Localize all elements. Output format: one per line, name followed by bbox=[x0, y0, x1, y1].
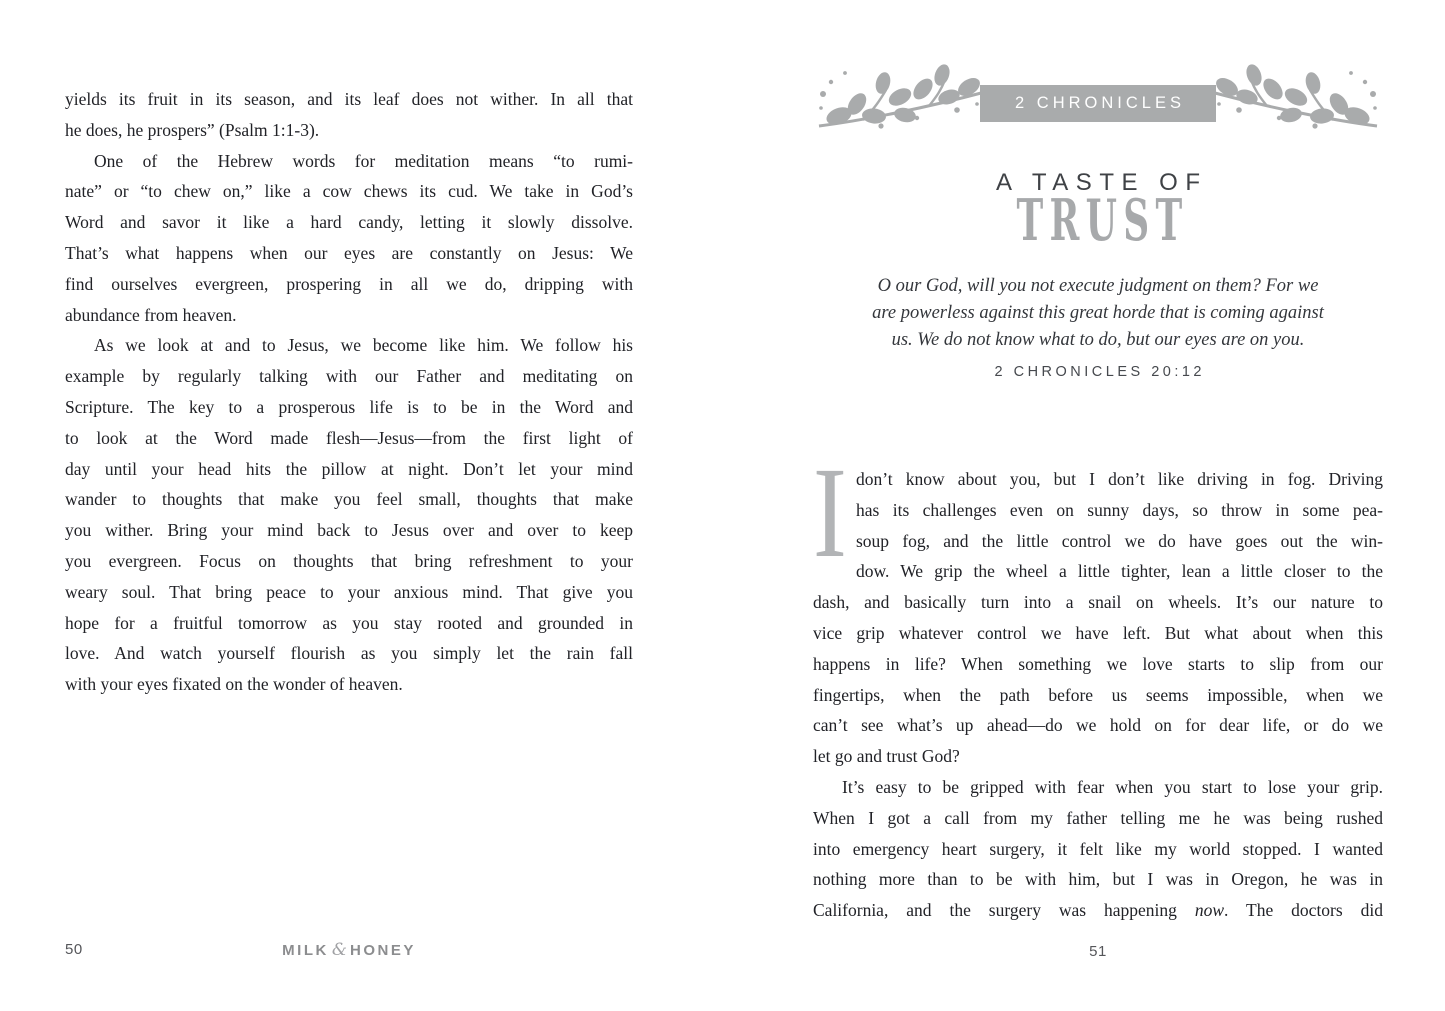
body-line: let go and trust God? bbox=[813, 746, 960, 767]
chapter-title-word-text: TRUST bbox=[1016, 187, 1190, 254]
brand-milk: MILK bbox=[282, 942, 329, 959]
chapter-title-word bbox=[813, 187, 1383, 254]
epigraph-reference bbox=[813, 363, 1383, 381]
body-line: find ourselves evergreen, prospering in all we do, dripping with bbox=[65, 273, 633, 294]
left-page-body bbox=[65, 84, 633, 700]
body-line: he does, he prospers” (Psalm 1:1-3). bbox=[65, 119, 320, 140]
chapter-banner bbox=[980, 85, 1216, 122]
body-line-text: California, and the surgery was happening bbox=[813, 900, 1195, 921]
body-line-italic: now bbox=[1194, 900, 1225, 921]
page-number-left: 50 bbox=[65, 941, 83, 958]
body-line: to look at the Word made flesh—Jesus—from the first light of bbox=[65, 427, 633, 448]
chapter-title-kicker-text: A TASTE OF bbox=[996, 169, 1208, 196]
body-line: happens in life? When something we love starts to slip from our bbox=[813, 653, 1383, 674]
body-line: That’s what happens when our eyes are constantly on Jesus: We bbox=[65, 242, 633, 263]
epigraph-line: us. We do not know what to do, but our eyes are on you. bbox=[891, 330, 1305, 350]
body-line bbox=[813, 895, 1383, 926]
body-line: can’t see what’s up ahead—do we hold on for dear life, or do we bbox=[813, 715, 1383, 736]
chapter-banner-label: 2 CHRONICLES bbox=[1015, 94, 1185, 112]
drop-cap: I bbox=[813, 441, 847, 585]
body-line: It’s easy to be gripped with fear when you start to lose your grip. bbox=[842, 776, 1383, 797]
body-line: yields its fruit in its season, and its leaf does not wither. In all that bbox=[65, 89, 633, 109]
body-line: One of the Hebrew words for meditation means “to rumi- bbox=[94, 150, 633, 171]
body-line: you wither. Bring your mind back to Jesus over and over to keep bbox=[65, 520, 633, 541]
body-line: abundance from heaven. bbox=[65, 304, 237, 325]
epigraph-line: O our God, will you not execute judgment on them? For we bbox=[877, 276, 1319, 296]
body-line: wander to thoughts that make you feel small, thoughts that make bbox=[65, 489, 633, 510]
page-number-right: 51 bbox=[1089, 943, 1107, 960]
epigraph-reference-text: 2 CHRONICLES 20:12 bbox=[994, 364, 1205, 380]
epigraph-line: are powerless against this great horde that is coming against bbox=[872, 303, 1324, 323]
body-line: with your eyes fixated on the wonder of heaven. bbox=[65, 674, 403, 695]
laurel-branch-left-icon bbox=[817, 64, 987, 130]
body-line: soup fog, and the little control we do have goes out the win- bbox=[856, 530, 1383, 551]
body-line: you evergreen. Focus on thoughts that bring refreshment to your bbox=[65, 550, 633, 571]
body-line: As we look at and to Jesus, we become like him. We follow his bbox=[94, 335, 633, 356]
footer-brand bbox=[65, 940, 633, 960]
body-line: nate” or “to chew on,” like a cow chews its cud. We take in God’s bbox=[65, 181, 633, 202]
body-line: into emergency heart surgery, it felt like my world stopped. I wanted bbox=[813, 838, 1383, 859]
body-line: day until your head hits the pillow at night. Don’t let your mind bbox=[65, 458, 633, 479]
body-line: Scripture. The key to a prosperous life is to be in the Word and bbox=[65, 396, 633, 417]
body-line: When I got a call from my father telling me he was being rushed bbox=[813, 807, 1383, 828]
right-page-body bbox=[813, 441, 1383, 926]
body-line: weary soul. That bring peace to your anxious mind. That give you bbox=[65, 581, 633, 602]
body-line: love. And watch yourself flourish as you simply let the rain fall bbox=[65, 643, 633, 664]
brand-honey: HONEY bbox=[349, 942, 416, 959]
body-line: fingertips, when the path before us seems impossible, when we bbox=[813, 684, 1383, 705]
body-line-text: . The doctors did bbox=[1224, 900, 1383, 921]
body-line: dash, and basically turn into a snail on wheels. It’s our nature to bbox=[813, 592, 1383, 613]
body-line: nothing more than to be with him, but I was in Oregon, he was in bbox=[813, 869, 1383, 890]
body-line: don’t know about you, but I don’t like driving in fog. Driving bbox=[856, 469, 1383, 489]
body-line: hope for a fruitful tomorrow as you stay rooted and grounded in bbox=[65, 612, 633, 633]
brand-ampersand-icon: & bbox=[331, 940, 347, 960]
body-line: example by regularly talking with our Father and meditating on bbox=[65, 366, 633, 387]
laurel-branch-right-icon bbox=[1209, 64, 1379, 130]
epigraph bbox=[813, 273, 1383, 354]
body-line: Word and savor it like a hard candy, letting it slowly dissolve. bbox=[65, 212, 633, 233]
body-line: dow. We grip the wheel a little tighter, lean a little closer to the bbox=[856, 561, 1383, 582]
body-line: has its challenges even on sunny days, so throw in some pea- bbox=[856, 499, 1383, 520]
body-line: vice grip whatever control we have left. But what about when this bbox=[813, 622, 1383, 643]
